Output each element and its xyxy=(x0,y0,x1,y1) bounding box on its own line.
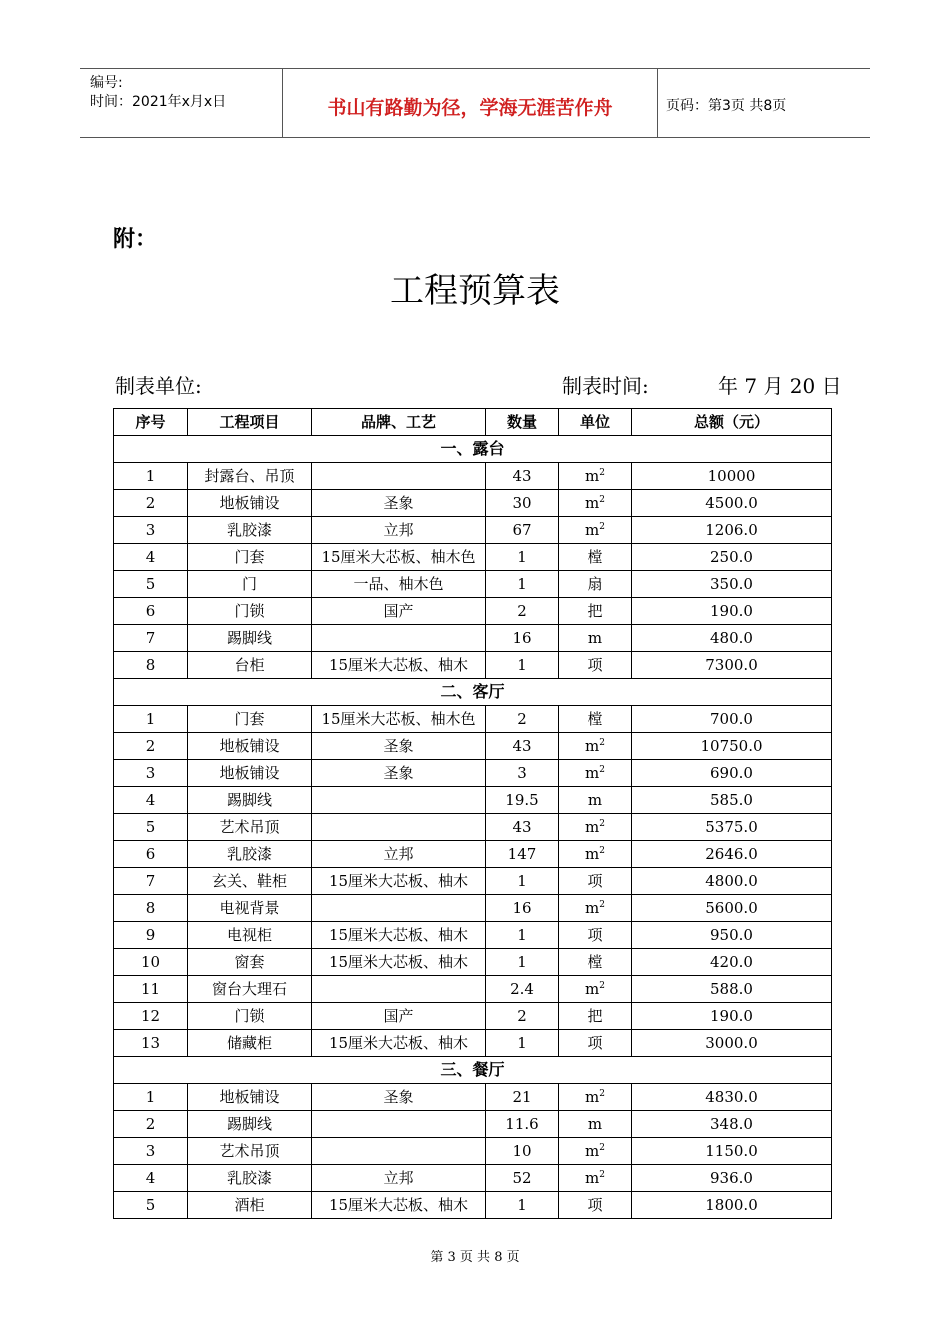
cell-unit: $m^2$ xyxy=(559,733,632,760)
cell-quantity: 16 xyxy=(486,895,559,922)
cell-index: 2 xyxy=(114,733,188,760)
cell-item: 门套 xyxy=(188,706,312,733)
cell-brand: 15厘米大芯板、柚木色 xyxy=(312,544,486,571)
cell-item: 门套 xyxy=(188,544,312,571)
header-total: 总额（元） xyxy=(632,409,832,436)
cell-unit: 项 xyxy=(559,1192,632,1219)
cell-brand: 立邦 xyxy=(312,517,486,544)
cell-total: 5600.0 xyxy=(632,895,832,922)
cell-unit: $m^2$ xyxy=(559,814,632,841)
table-time-label: 制表时间: xyxy=(562,374,649,398)
cell-quantity: 2 xyxy=(486,1003,559,1030)
cell-total: 348.0 xyxy=(632,1111,832,1138)
cell-total: 4800.0 xyxy=(632,868,832,895)
cell-item: 电视背景 xyxy=(188,895,312,922)
cell-item: 艺术吊顶 xyxy=(188,814,312,841)
cell-unit: 扇 xyxy=(559,571,632,598)
cell-item: 储藏柜 xyxy=(188,1030,312,1057)
cell-unit: 项 xyxy=(559,652,632,679)
cell-brand: 15厘米大芯板、柚木 xyxy=(312,868,486,895)
table-row xyxy=(114,463,832,490)
table-row xyxy=(114,814,832,841)
cell-quantity: 10 xyxy=(486,1138,559,1165)
cell-unit: $m^2$ xyxy=(559,841,632,868)
header-index: 序号 xyxy=(114,409,188,436)
budget-table xyxy=(113,408,832,1219)
cell-total: 2646.0 xyxy=(632,841,832,868)
cell-quantity: 21 xyxy=(486,1084,559,1111)
cell-index: 10 xyxy=(114,949,188,976)
cell-brand: 圣象 xyxy=(312,490,486,517)
section-title: 三、餐厅 xyxy=(114,1057,832,1084)
cell-quantity: 11.6 xyxy=(486,1111,559,1138)
table-row xyxy=(114,1138,832,1165)
cell-quantity: 43 xyxy=(486,463,559,490)
cell-item: 地板铺设 xyxy=(188,760,312,787)
header-unit: 单位 xyxy=(559,409,632,436)
cell-item: 艺术吊顶 xyxy=(188,1138,312,1165)
cell-index: 12 xyxy=(114,1003,188,1030)
cell-brand: 15厘米大芯板、柚木 xyxy=(312,949,486,976)
cell-item: 乳胶漆 xyxy=(188,1165,312,1192)
page-info: 页码：第3页 共8页 xyxy=(666,98,787,114)
cell-quantity: 2 xyxy=(486,598,559,625)
unit-label: 制表单位: xyxy=(115,374,202,398)
cell-quantity: 2.4 xyxy=(486,976,559,1003)
cell-quantity: 43 xyxy=(486,814,559,841)
cell-quantity: 1 xyxy=(486,652,559,679)
cell-unit: m xyxy=(559,625,632,652)
cell-unit: $m^2$ xyxy=(559,1165,632,1192)
code-label: 编号: xyxy=(90,75,123,91)
section-title: 一、露台 xyxy=(114,436,832,463)
table-row xyxy=(114,760,832,787)
cell-unit: $m^2$ xyxy=(559,895,632,922)
cell-index: 3 xyxy=(114,517,188,544)
cell-index: 5 xyxy=(114,571,188,598)
cell-index: 9 xyxy=(114,922,188,949)
cell-brand: 立邦 xyxy=(312,1165,486,1192)
table-row xyxy=(114,490,832,517)
cell-unit: 樘 xyxy=(559,949,632,976)
table-row xyxy=(114,625,832,652)
cell-index: 4 xyxy=(114,544,188,571)
table-row xyxy=(114,1084,832,1111)
cell-index: 4 xyxy=(114,787,188,814)
cell-index: 1 xyxy=(114,1084,188,1111)
cell-total: 4830.0 xyxy=(632,1084,832,1111)
cell-total: 700.0 xyxy=(632,706,832,733)
cell-item: 酒柜 xyxy=(188,1192,312,1219)
cell-unit: $m^2$ xyxy=(559,1138,632,1165)
table-row xyxy=(114,976,832,1003)
cell-item: 地板铺设 xyxy=(188,1084,312,1111)
cell-quantity: 16 xyxy=(486,625,559,652)
cell-unit: 项 xyxy=(559,922,632,949)
cell-item: 电视柜 xyxy=(188,922,312,949)
page-title: 工程预算表 xyxy=(390,271,560,311)
cell-brand: 立邦 xyxy=(312,841,486,868)
cell-quantity: 2 xyxy=(486,706,559,733)
cell-item: 门锁 xyxy=(188,1003,312,1030)
cell-index: 3 xyxy=(114,760,188,787)
table-header-row xyxy=(114,409,832,436)
section-row xyxy=(114,1057,832,1084)
cell-unit: 项 xyxy=(559,868,632,895)
cell-quantity: 1 xyxy=(486,571,559,598)
cell-quantity: 1 xyxy=(486,1030,559,1057)
cell-quantity: 147 xyxy=(486,841,559,868)
cell-item: 门锁 xyxy=(188,598,312,625)
cell-total: 4500.0 xyxy=(632,490,832,517)
header-item: 工程项目 xyxy=(188,409,312,436)
cell-quantity: 52 xyxy=(486,1165,559,1192)
cell-unit: $m^2$ xyxy=(559,490,632,517)
header-right-cell xyxy=(658,69,870,137)
cell-index: 5 xyxy=(114,814,188,841)
time-label: 时间：2021年x月x日 xyxy=(90,94,227,110)
cell-item: 玄关、鞋柜 xyxy=(188,868,312,895)
table-row xyxy=(114,1192,832,1219)
cell-brand: 15厘米大芯板、柚木色 xyxy=(312,706,486,733)
cell-item: 封露台、吊顶 xyxy=(188,463,312,490)
motto: 书山有路勤为径，学海无涯苦作舟 xyxy=(327,97,613,119)
attach-label: 附： xyxy=(113,227,158,252)
cell-item: 地板铺设 xyxy=(188,733,312,760)
table-row xyxy=(114,706,832,733)
cell-index: 2 xyxy=(114,1111,188,1138)
table-row xyxy=(114,1030,832,1057)
section-row xyxy=(114,436,832,463)
header-quantity: 数量 xyxy=(486,409,559,436)
cell-quantity: 30 xyxy=(486,490,559,517)
cell-quantity: 67 xyxy=(486,517,559,544)
cell-brand: 圣象 xyxy=(312,733,486,760)
table-row xyxy=(114,571,832,598)
cell-quantity: 43 xyxy=(486,733,559,760)
table-row xyxy=(114,868,832,895)
table-row xyxy=(114,598,832,625)
cell-item: 台柜 xyxy=(188,652,312,679)
cell-total: 950.0 xyxy=(632,922,832,949)
cell-unit: $m^2$ xyxy=(559,463,632,490)
table-row xyxy=(114,1003,832,1030)
table-row xyxy=(114,841,832,868)
table-row xyxy=(114,733,832,760)
cell-brand xyxy=(312,463,486,490)
cell-item: 窗套 xyxy=(188,949,312,976)
cell-item: 乳胶漆 xyxy=(188,841,312,868)
table-row xyxy=(114,544,832,571)
table-body xyxy=(114,436,832,1219)
cell-total: 936.0 xyxy=(632,1165,832,1192)
cell-total: 1206.0 xyxy=(632,517,832,544)
cell-brand: 一品、柚木色 xyxy=(312,571,486,598)
section-row xyxy=(114,679,832,706)
cell-total: 190.0 xyxy=(632,1003,832,1030)
page-header xyxy=(80,68,870,138)
cell-item: 踢脚线 xyxy=(188,787,312,814)
page-footer: 第 3 页 共 8 页 xyxy=(430,1250,520,1265)
cell-index: 6 xyxy=(114,841,188,868)
cell-index: 7 xyxy=(114,625,188,652)
cell-total: 5375.0 xyxy=(632,814,832,841)
cell-unit: $m^2$ xyxy=(559,1084,632,1111)
cell-index: 11 xyxy=(114,976,188,1003)
cell-total: 420.0 xyxy=(632,949,832,976)
header-motto-cell xyxy=(282,69,658,137)
header-left-cell xyxy=(80,69,282,137)
cell-unit: 樘 xyxy=(559,544,632,571)
table-row xyxy=(114,895,832,922)
cell-brand xyxy=(312,1138,486,1165)
header-brand: 品牌、工艺 xyxy=(312,409,486,436)
section-title: 二、客厅 xyxy=(114,679,832,706)
cell-brand xyxy=(312,787,486,814)
cell-index: 6 xyxy=(114,598,188,625)
cell-quantity: 3 xyxy=(486,760,559,787)
cell-item: 窗台大理石 xyxy=(188,976,312,1003)
cell-total: 585.0 xyxy=(632,787,832,814)
cell-index: 8 xyxy=(114,652,188,679)
cell-total: 190.0 xyxy=(632,598,832,625)
cell-unit: m xyxy=(559,1111,632,1138)
cell-quantity: 1 xyxy=(486,544,559,571)
cell-index: 4 xyxy=(114,1165,188,1192)
cell-item: 踢脚线 xyxy=(188,625,312,652)
table-row xyxy=(114,787,832,814)
cell-brand: 15厘米大芯板、柚木 xyxy=(312,1030,486,1057)
cell-quantity: 19.5 xyxy=(486,787,559,814)
table-row xyxy=(114,1165,832,1192)
cell-brand xyxy=(312,976,486,1003)
cell-unit: $m^2$ xyxy=(559,976,632,1003)
table-row xyxy=(114,517,832,544)
cell-brand: 国产 xyxy=(312,1003,486,1030)
cell-quantity: 1 xyxy=(486,949,559,976)
cell-index: 5 xyxy=(114,1192,188,1219)
cell-index: 13 xyxy=(114,1030,188,1057)
cell-index: 1 xyxy=(114,706,188,733)
cell-brand: 国产 xyxy=(312,598,486,625)
cell-total: 10750.0 xyxy=(632,733,832,760)
cell-unit: 把 xyxy=(559,598,632,625)
cell-unit: $m^2$ xyxy=(559,760,632,787)
cell-total: 1150.0 xyxy=(632,1138,832,1165)
cell-quantity: 1 xyxy=(486,868,559,895)
cell-index: 1 xyxy=(114,463,188,490)
cell-index: 3 xyxy=(114,1138,188,1165)
cell-item: 踢脚线 xyxy=(188,1111,312,1138)
cell-brand: 圣象 xyxy=(312,1084,486,1111)
cell-brand xyxy=(312,1111,486,1138)
cell-quantity: 1 xyxy=(486,922,559,949)
table-row xyxy=(114,949,832,976)
cell-total: 3000.0 xyxy=(632,1030,832,1057)
cell-brand xyxy=(312,814,486,841)
cell-unit: $m^2$ xyxy=(559,517,632,544)
cell-index: 2 xyxy=(114,490,188,517)
cell-unit: 把 xyxy=(559,1003,632,1030)
cell-item: 地板铺设 xyxy=(188,490,312,517)
cell-item: 乳胶漆 xyxy=(188,517,312,544)
cell-brand xyxy=(312,895,486,922)
cell-total: 480.0 xyxy=(632,625,832,652)
table-row xyxy=(114,1111,832,1138)
cell-total: 690.0 xyxy=(632,760,832,787)
cell-quantity: 1 xyxy=(486,1192,559,1219)
cell-total: 250.0 xyxy=(632,544,832,571)
cell-brand: 圣象 xyxy=(312,760,486,787)
cell-brand xyxy=(312,625,486,652)
cell-brand: 15厘米大芯板、柚木 xyxy=(312,922,486,949)
cell-total: 1800.0 xyxy=(632,1192,832,1219)
cell-total: 588.0 xyxy=(632,976,832,1003)
cell-index: 7 xyxy=(114,868,188,895)
cell-total: 10000 xyxy=(632,463,832,490)
cell-unit: m xyxy=(559,787,632,814)
cell-index: 8 xyxy=(114,895,188,922)
cell-unit: 樘 xyxy=(559,706,632,733)
cell-brand: 15厘米大芯板、柚木 xyxy=(312,1192,486,1219)
cell-brand: 15厘米大芯板、柚木 xyxy=(312,652,486,679)
cell-item: 门 xyxy=(188,571,312,598)
table-row xyxy=(114,652,832,679)
table-row xyxy=(114,922,832,949)
cell-total: 350.0 xyxy=(632,571,832,598)
cell-total: 7300.0 xyxy=(632,652,832,679)
table-date: 年 7 月 20 日 xyxy=(718,374,842,398)
cell-unit: 项 xyxy=(559,1030,632,1057)
